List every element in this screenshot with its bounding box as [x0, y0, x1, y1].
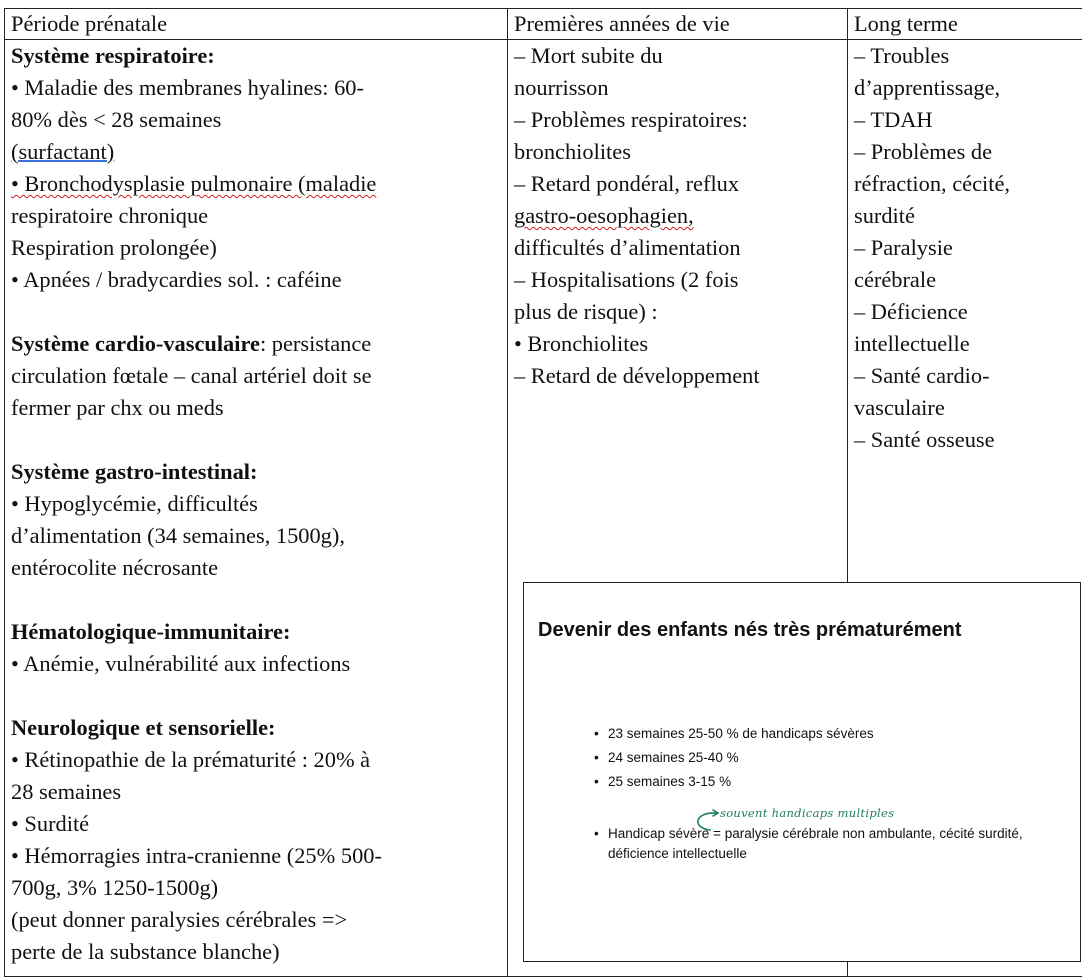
embedded-slide: [523, 582, 1081, 962]
text-line: 80% dès < 28 semaines: [11, 107, 222, 132]
surfactant-link-text: (surfactant): [11, 139, 115, 164]
text-line: plus de risque) :: [514, 299, 658, 324]
text-line: – TDAH: [854, 107, 933, 132]
text-line: d’alimentation (34 semaines, 1500g),: [11, 523, 345, 548]
text-line: d’apprentissage,: [854, 75, 1001, 100]
slide-bullet: • 24 semaines 25-40 %: [584, 747, 1064, 768]
text-line: – Problèmes de: [854, 139, 993, 164]
header-early-years: Premières années de vie: [508, 9, 848, 40]
text-line: entérocolite nécrosante: [11, 555, 219, 580]
text-line: (peut donner paralysies cérébrales =>: [11, 907, 348, 932]
section-title-suffix: : persistance: [259, 331, 372, 356]
slide-bullet: • 25 semaines 3-15 %: [584, 771, 1064, 792]
text-line: vasculaire: [854, 395, 945, 420]
text-line: surdité: [854, 203, 915, 228]
text-line: respiratoire chronique: [11, 203, 209, 228]
text-line: – Santé cardio-: [854, 363, 990, 388]
text-line: • Hémorragies intra-cranienne (25% 500-: [11, 843, 382, 868]
text-line: • Surdité: [11, 811, 90, 836]
prenatal-cell: [5, 40, 508, 977]
handwritten-note: souvent handicaps multiples: [720, 806, 895, 820]
text-line: 28 semaines: [11, 779, 122, 804]
section-title: Système cardio-vasculaire: [11, 331, 260, 356]
text-line: • Anémie, vulnérabilité aux infections: [11, 651, 351, 676]
text-line: – Paralysie: [854, 235, 953, 260]
text-line: – Troubles: [854, 43, 950, 68]
slide-bullet: • Handicap sévère = paralysie cérébrale non ambulante, cécité surdité, déficience intellectuelle: [584, 824, 1064, 864]
slide-title: Devenir des enfants nés très prématurément: [538, 619, 962, 641]
text-line: réfraction, cécité,: [854, 171, 1011, 196]
text-line: – Déficience: [854, 299, 968, 324]
text-line: – Retard pondéral, reflux: [514, 171, 740, 196]
section-title: Hématologique-immunitaire:: [11, 619, 291, 644]
text-line: nourrisson: [514, 75, 609, 100]
section-neuro: [11, 712, 504, 968]
section-cardio: [11, 328, 504, 424]
slide-bullets: [584, 723, 1064, 867]
text-line: • Rétinopathie de la prématurité : 20% à: [11, 747, 371, 772]
section-respiratory: [11, 40, 504, 296]
header-prenatal: Période prénatale: [5, 9, 508, 40]
section-title: Système respiratoire:: [11, 43, 215, 68]
text-line: perte de la substance blanche): [11, 939, 280, 964]
text-line: – Mort subite du: [514, 43, 663, 68]
text-line: • Hypoglycémie, difficultés: [11, 491, 258, 516]
text-line: bronchiolites: [514, 139, 631, 164]
header-long-term: Long terme: [848, 9, 1082, 40]
section-title: Neurologique et sensorielle:: [11, 715, 276, 740]
text-line: circulation fœtale – canal artériel doit se: [11, 363, 372, 388]
text-line: difficultés d’alimentation: [514, 235, 741, 260]
text-line: • Maladie des membranes hyalines: 60-: [11, 75, 364, 100]
text-line: • Bronchiolites: [514, 331, 649, 356]
text-line: – Retard de développement: [514, 363, 760, 388]
text-line: cérébrale: [854, 267, 937, 292]
section-hemato: [11, 616, 504, 680]
text-line: fermer par chx ou meds: [11, 395, 224, 420]
header-row: [5, 9, 1082, 40]
text-line: – Hospitalisations (2 fois: [514, 267, 739, 292]
slide-bullet: • 23 semaines 25-50 % de handicaps sévères: [584, 723, 1064, 744]
section-title: Système gastro-intestinal:: [11, 459, 258, 484]
text-line: • Bronchodysplasie pulmonaire (maladie: [11, 171, 377, 196]
text-line: – Problèmes respiratoires:: [514, 107, 748, 132]
text-line: gastro-oesophagien,: [514, 203, 694, 228]
text-line: • Apnées / bradycardies sol. : caféine: [11, 267, 342, 292]
text-line: 700g, 3% 1250-1500g): [11, 875, 219, 900]
text-line: Respiration prolongée): [11, 235, 217, 260]
text-line: – Santé osseuse: [854, 427, 995, 452]
text-line: intellectuelle: [854, 331, 970, 356]
section-gastro: [11, 456, 504, 584]
